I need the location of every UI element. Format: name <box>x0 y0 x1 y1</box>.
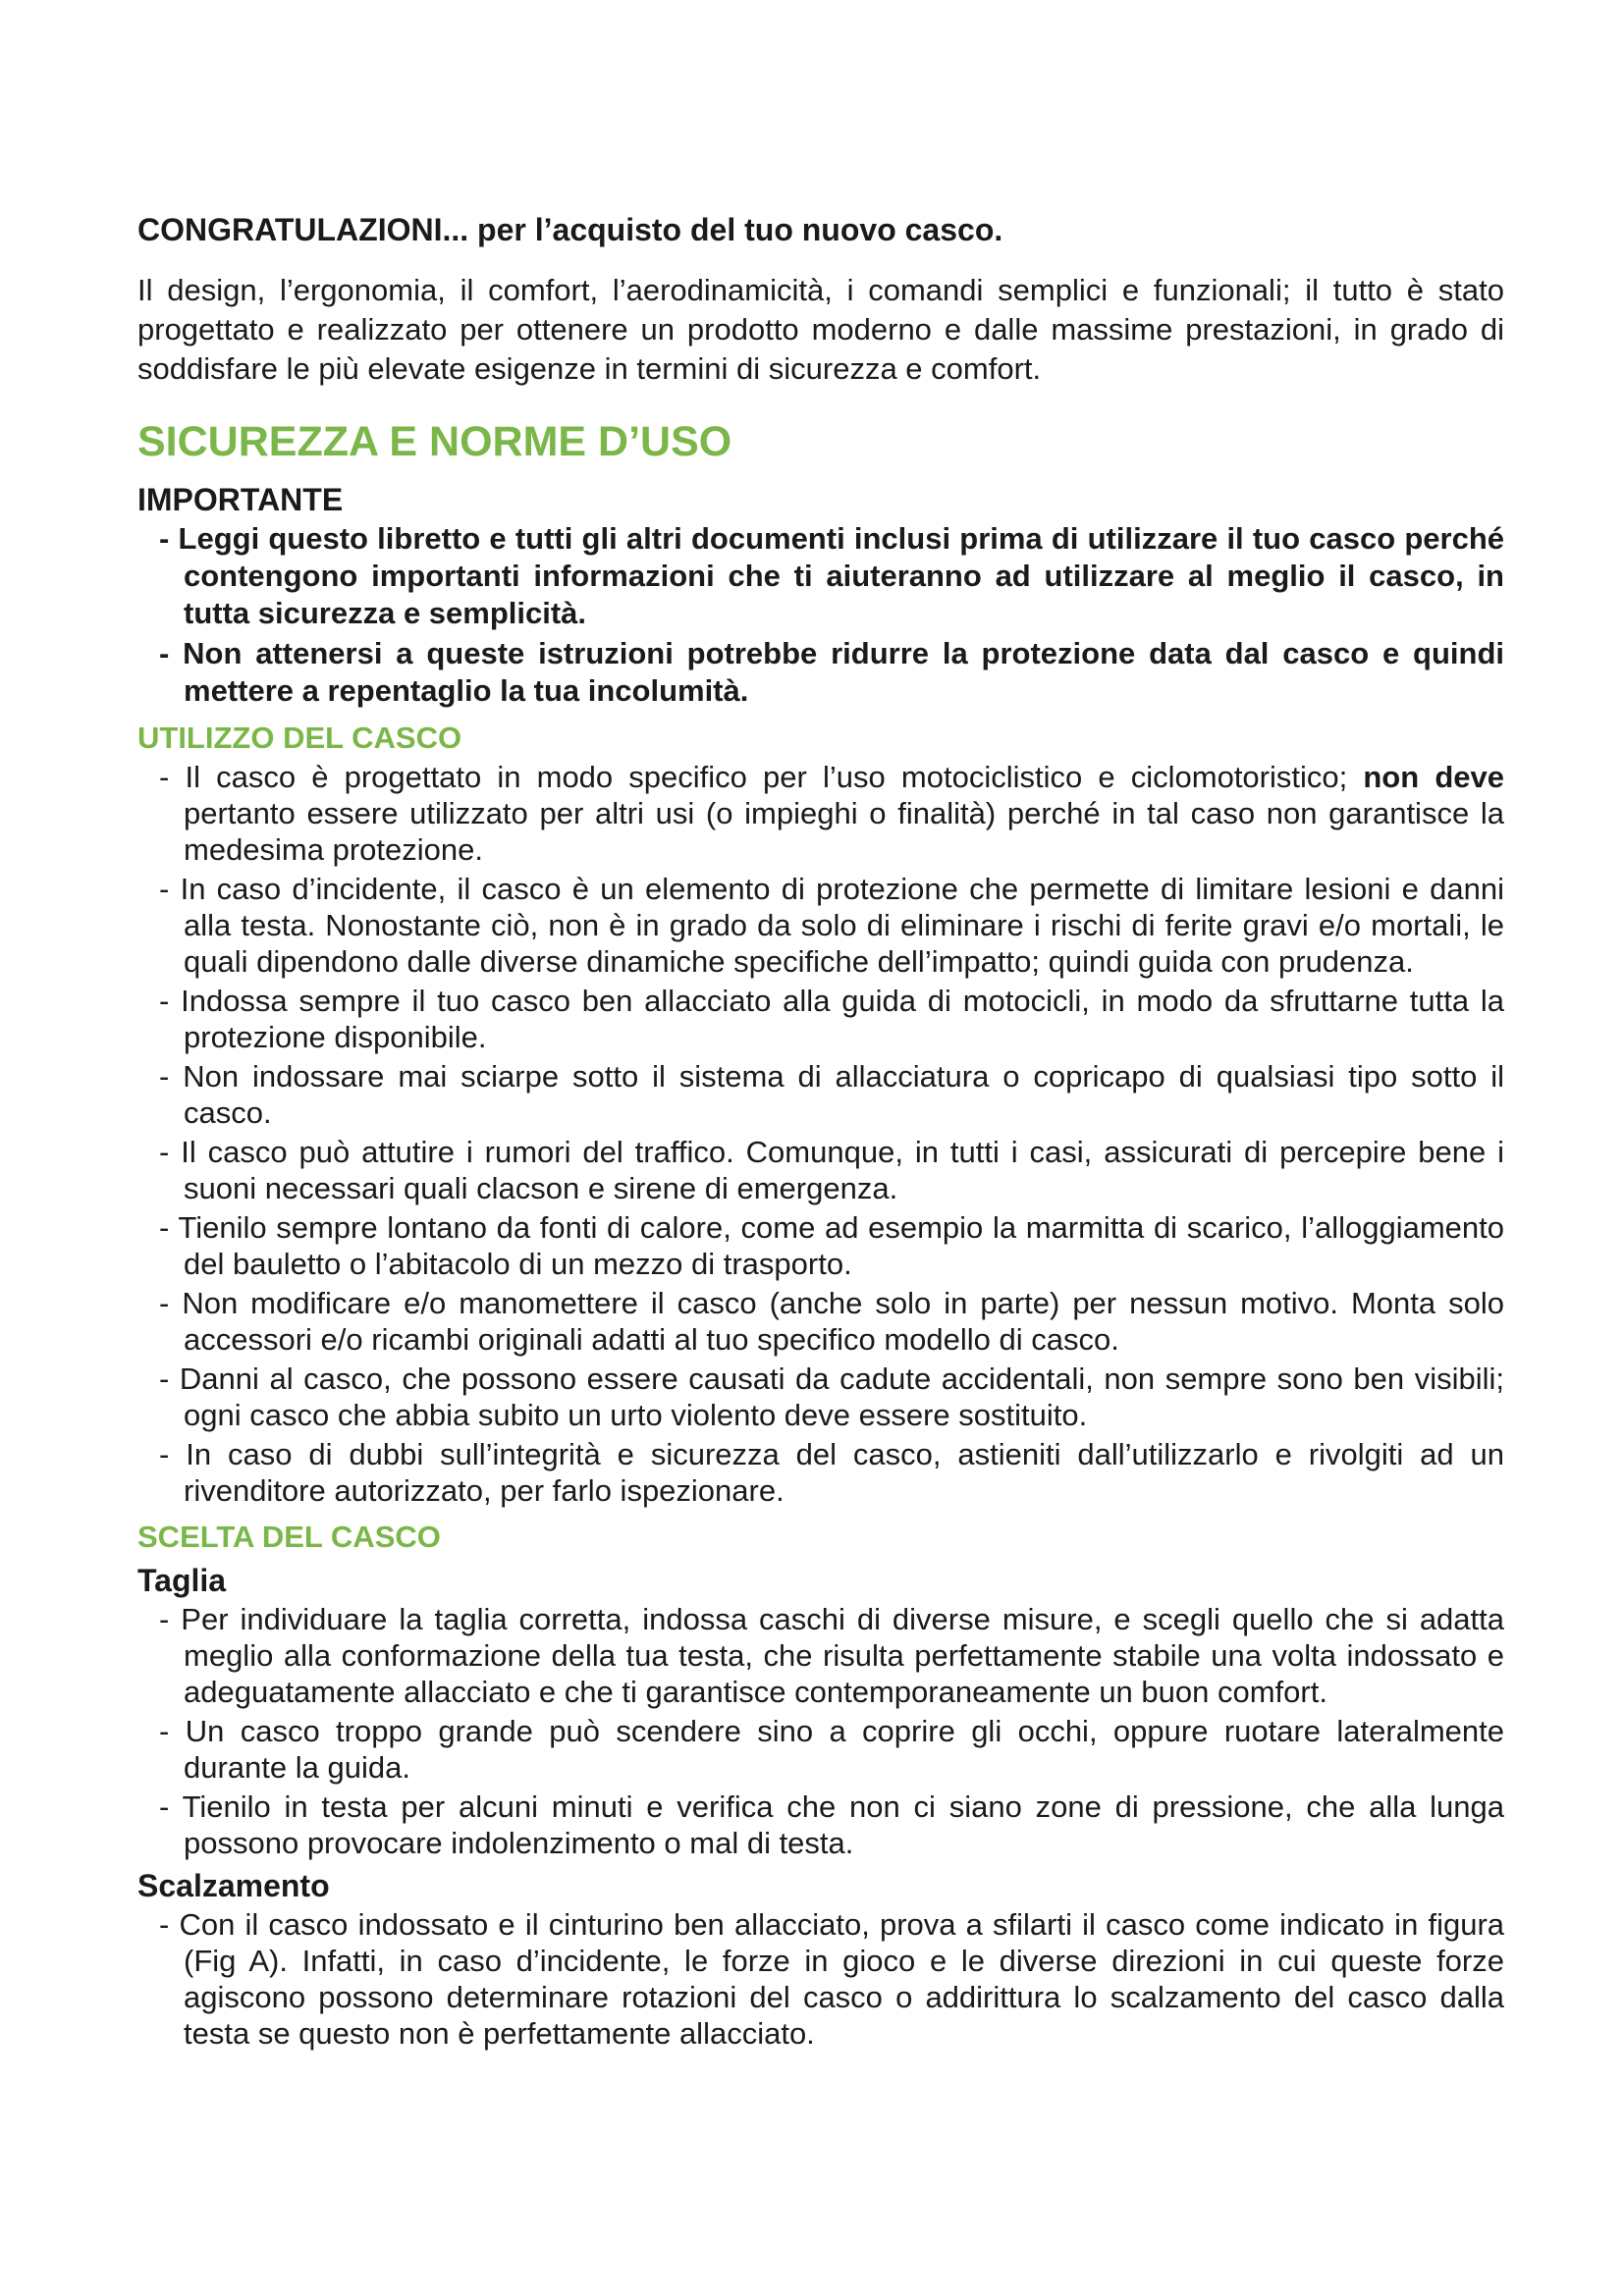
list-item: - Non indossare mai sciarpe sotto il sistema di allacciatura o copricapo di qualsiasi tipo sotto il casco. <box>159 1059 1504 1130</box>
congratulations-heading: CONGRATULAZIONI... per l’acquisto del tuo nuovo casco. <box>137 212 1003 247</box>
list-item: - Per individuare la taglia corretta, indossa caschi di diverse misure, e scegli quello che si adatta meglio alla conformazione della tua testa, che risulta perfettamente stabile una volta indossato e adeguatamente allacciato e che ti garantisce contemporaneamente un buon comfort. <box>159 1602 1505 1709</box>
list-item: - Con il casco indossato e il cinturino ben allacciato, prova a sfilarti il casco come indicato in figura (Fig A). Infatti, in caso d’incidente, le forze in gioco e le diverse direzioni in cui queste forze agiscono possono determinare rotazioni del casco o addirittura lo scalzamento del casco dalla testa se questo non è perfettamente allacciato. <box>159 1907 1505 2051</box>
list-item: - Il casco è progettato in modo specifico per l’uso motociclistico e ciclomotoristico; non deve pertanto essere utilizzato per altri usi (o impieghi o finalità) perché in tal caso non garantisce la medesima protezione. <box>159 760 1504 867</box>
removal-heading: Scalzamento <box>137 1868 330 1903</box>
list-item: - Tienilo in testa per alcuni minuti e verifica che non ci siano zone di pressione, che alla lunga possono provocare indolenzimento o mal di testa. <box>159 1789 1504 1860</box>
list-item: - Indossa sempre il tuo casco ben allacciato alla guida di motocicli, in modo da sfruttarne tutta la protezione disponibile. <box>159 984 1504 1054</box>
list-item: - Danni al casco, che possono essere causati da cadute accidentali, non sempre sono ben visibili; ogni casco che abbia subito un urto violento deve essere sostituito. <box>159 1362 1505 1432</box>
list-item: - Non modificare e/o manomettere il casco (anche solo in parte) per nessun motivo. Monta solo accessori e/o ricambi originali adatti al tuo specifico modello di casco. <box>159 1286 1504 1357</box>
important-heading: IMPORTANTE <box>137 482 344 517</box>
size-list <box>137 1601 1504 1861</box>
removal-list <box>137 1906 1504 2052</box>
intro-paragraph: Il design, l’ergonomia, il comfort, l’aerodinamicità, i comandi semplici e funzionali; il tutto è stato progettato e realizzato per ottenere un prodotto moderno e dalle massime prestazioni, in grado di soddisfare le più elevate esigenze in termini di sicurezza e comfort. <box>137 273 1504 386</box>
size-heading: Taglia <box>137 1563 227 1598</box>
choice-section-title: SCELTA DEL CASCO <box>137 1520 441 1554</box>
emphasis-text: non deve <box>1363 760 1504 794</box>
list-item: - Un casco troppo grande può scendere sino a coprire gli occhi, oppure ruotare lateralmente durante la guida. <box>159 1714 1505 1785</box>
safety-section-title: SICUREZZA E NORME D’USO <box>137 418 732 465</box>
list-item: - Leggi questo libretto e tutti gli altri documenti inclusi prima di utilizzare il tuo casco perché contengono importanti informazioni che ti aiuteranno ad utilizzare al meglio il casco, in tutta sicurezza e semplicità. <box>159 521 1504 630</box>
page-content <box>137 210 1504 2055</box>
list-item: - Non attenersi a queste istruzioni potrebbe ridurre la protezione data dal casco e quindi mettere a repentaglio la tua incolumità. <box>159 636 1504 708</box>
usage-list <box>137 759 1504 1509</box>
important-list <box>137 520 1504 710</box>
list-item: - Il casco può attutire i rumori del traffico. Comunque, in tutti i casi, assicurati di percepire bene i suoni necessari quali clacson e sirene di emergenza. <box>159 1135 1504 1205</box>
list-item: - In caso di dubbi sull’integrità e sicurezza del casco, astieniti dall’utilizzarlo e rivolgiti ad un rivenditore autorizzato, per farlo ispezionare. <box>159 1437 1504 1508</box>
list-item: - Tienilo sempre lontano da fonti di calore, come ad esempio la marmitta di scarico, l’alloggiamento del bauletto o l’abitacolo di un mezzo di trasporto. <box>159 1210 1504 1281</box>
list-item: - In caso d’incidente, il casco è un elemento di protezione che permette di limitare lesioni e danni alla testa. Nonostante ciò, non è in grado da solo di eliminare i rischi di ferite gravi e/o mortali, le quali dipendono dalle diverse dinamiche specifiche dell’impatto; quindi guida con prudenza. <box>159 872 1504 979</box>
usage-section-title: UTILIZZO DEL CASCO <box>137 721 462 755</box>
